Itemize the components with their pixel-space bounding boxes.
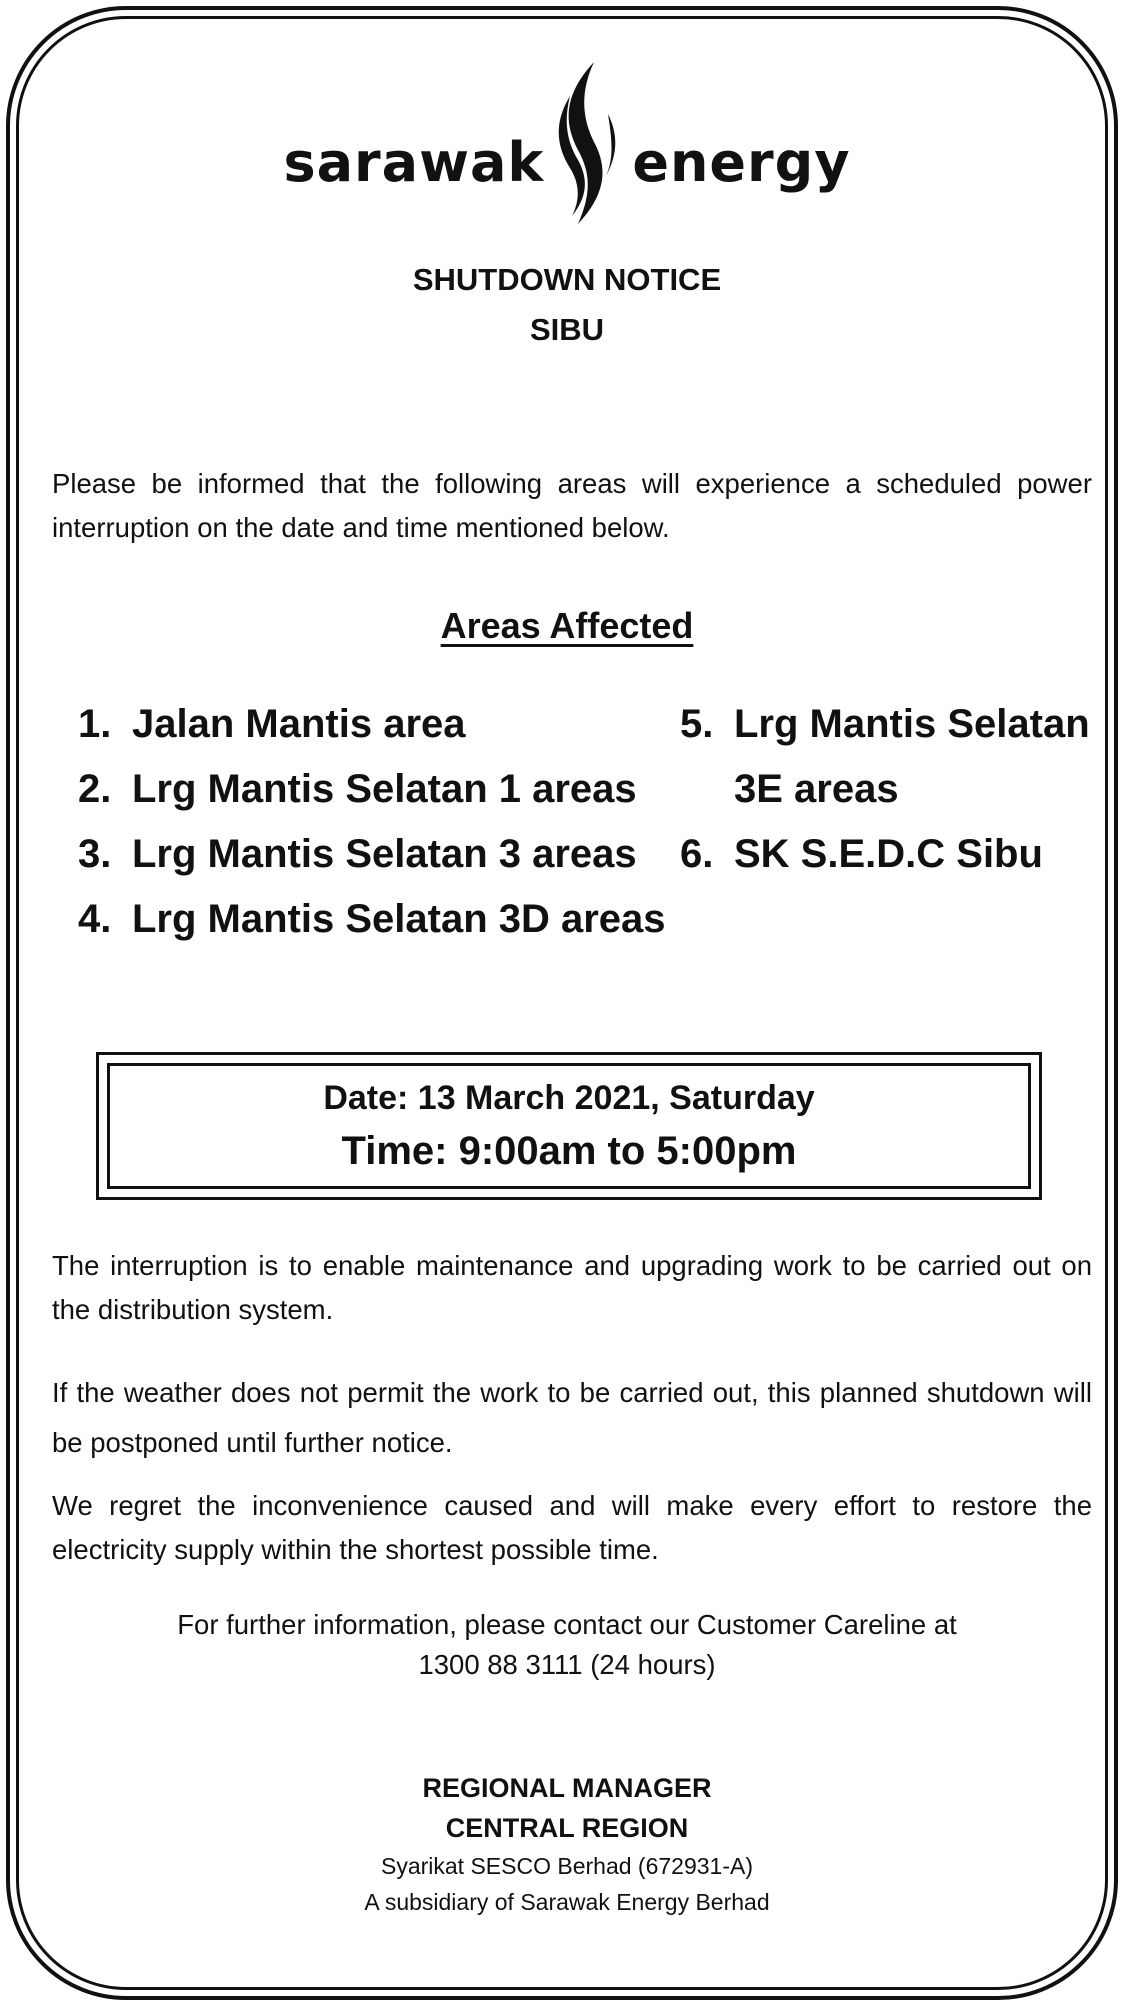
notice-location: SIBU: [529, 312, 605, 347]
list-item: 6. SK S.E.D.C Sibu: [680, 832, 1043, 876]
logo-word-right: energy: [632, 131, 851, 194]
schedule-date: Date: 13 March 2021, Saturday: [323, 1079, 815, 1117]
areas-affected-heading: Areas Affected: [440, 605, 694, 646]
list-item: 3E areas: [734, 767, 899, 811]
schedule-time: Time: 9:00am to 5:00pm: [341, 1129, 797, 1173]
weather-paragraph: If the weather does not permit the work to be carried out, this planned shutdown will be postponed until further notice.: [52, 1377, 1092, 1458]
careline-number: 1300 88 3111 (24 hours): [418, 1649, 716, 1680]
sarawak-energy-logo: [0, 58, 1134, 228]
regret-paragraph: We regret the inconvenience caused and will make every effort to restore the electricity supply within the shortest possible time.: [52, 1490, 1092, 1565]
signoff-company: Syarikat SESCO Berhad (672931-A): [380, 1853, 753, 1879]
contact-line: For further information, please contact our Customer Careline at: [177, 1609, 957, 1640]
areas-list-right: [680, 692, 1090, 887]
contact-info: [0, 1605, 1134, 1685]
signoff-region: CENTRAL REGION: [445, 1813, 689, 1843]
intro-paragraph: Please be informed that the following areas will experience a scheduled power interruption on the date and time mentioned below.: [52, 468, 1092, 543]
flame-swoosh-icon: [548, 58, 628, 228]
notice-title: SHUTDOWN NOTICE: [412, 262, 722, 297]
list-item: 5. Lrg Mantis Selatan: [680, 702, 1090, 746]
list-item: 4. Lrg Mantis Selatan 3D areas: [78, 897, 666, 941]
signoff: [0, 1768, 1134, 1920]
reason-paragraph: The interruption is to enable maintenance and upgrading work to be carried out on the distribution system.: [52, 1250, 1092, 1325]
list-item: 1. Jalan Mantis area: [78, 702, 466, 746]
list-item: 2. Lrg Mantis Selatan 1 areas: [78, 767, 637, 811]
areas-list-left: [78, 692, 666, 952]
schedule-box: [96, 1052, 1042, 1200]
signoff-title: REGIONAL MANAGER: [422, 1773, 712, 1803]
logo-word-left: sarawak: [283, 131, 545, 194]
signoff-subsidiary: A subsidiary of Sarawak Energy Berhad: [364, 1889, 770, 1915]
list-item: 3. Lrg Mantis Selatan 3 areas: [78, 832, 637, 876]
